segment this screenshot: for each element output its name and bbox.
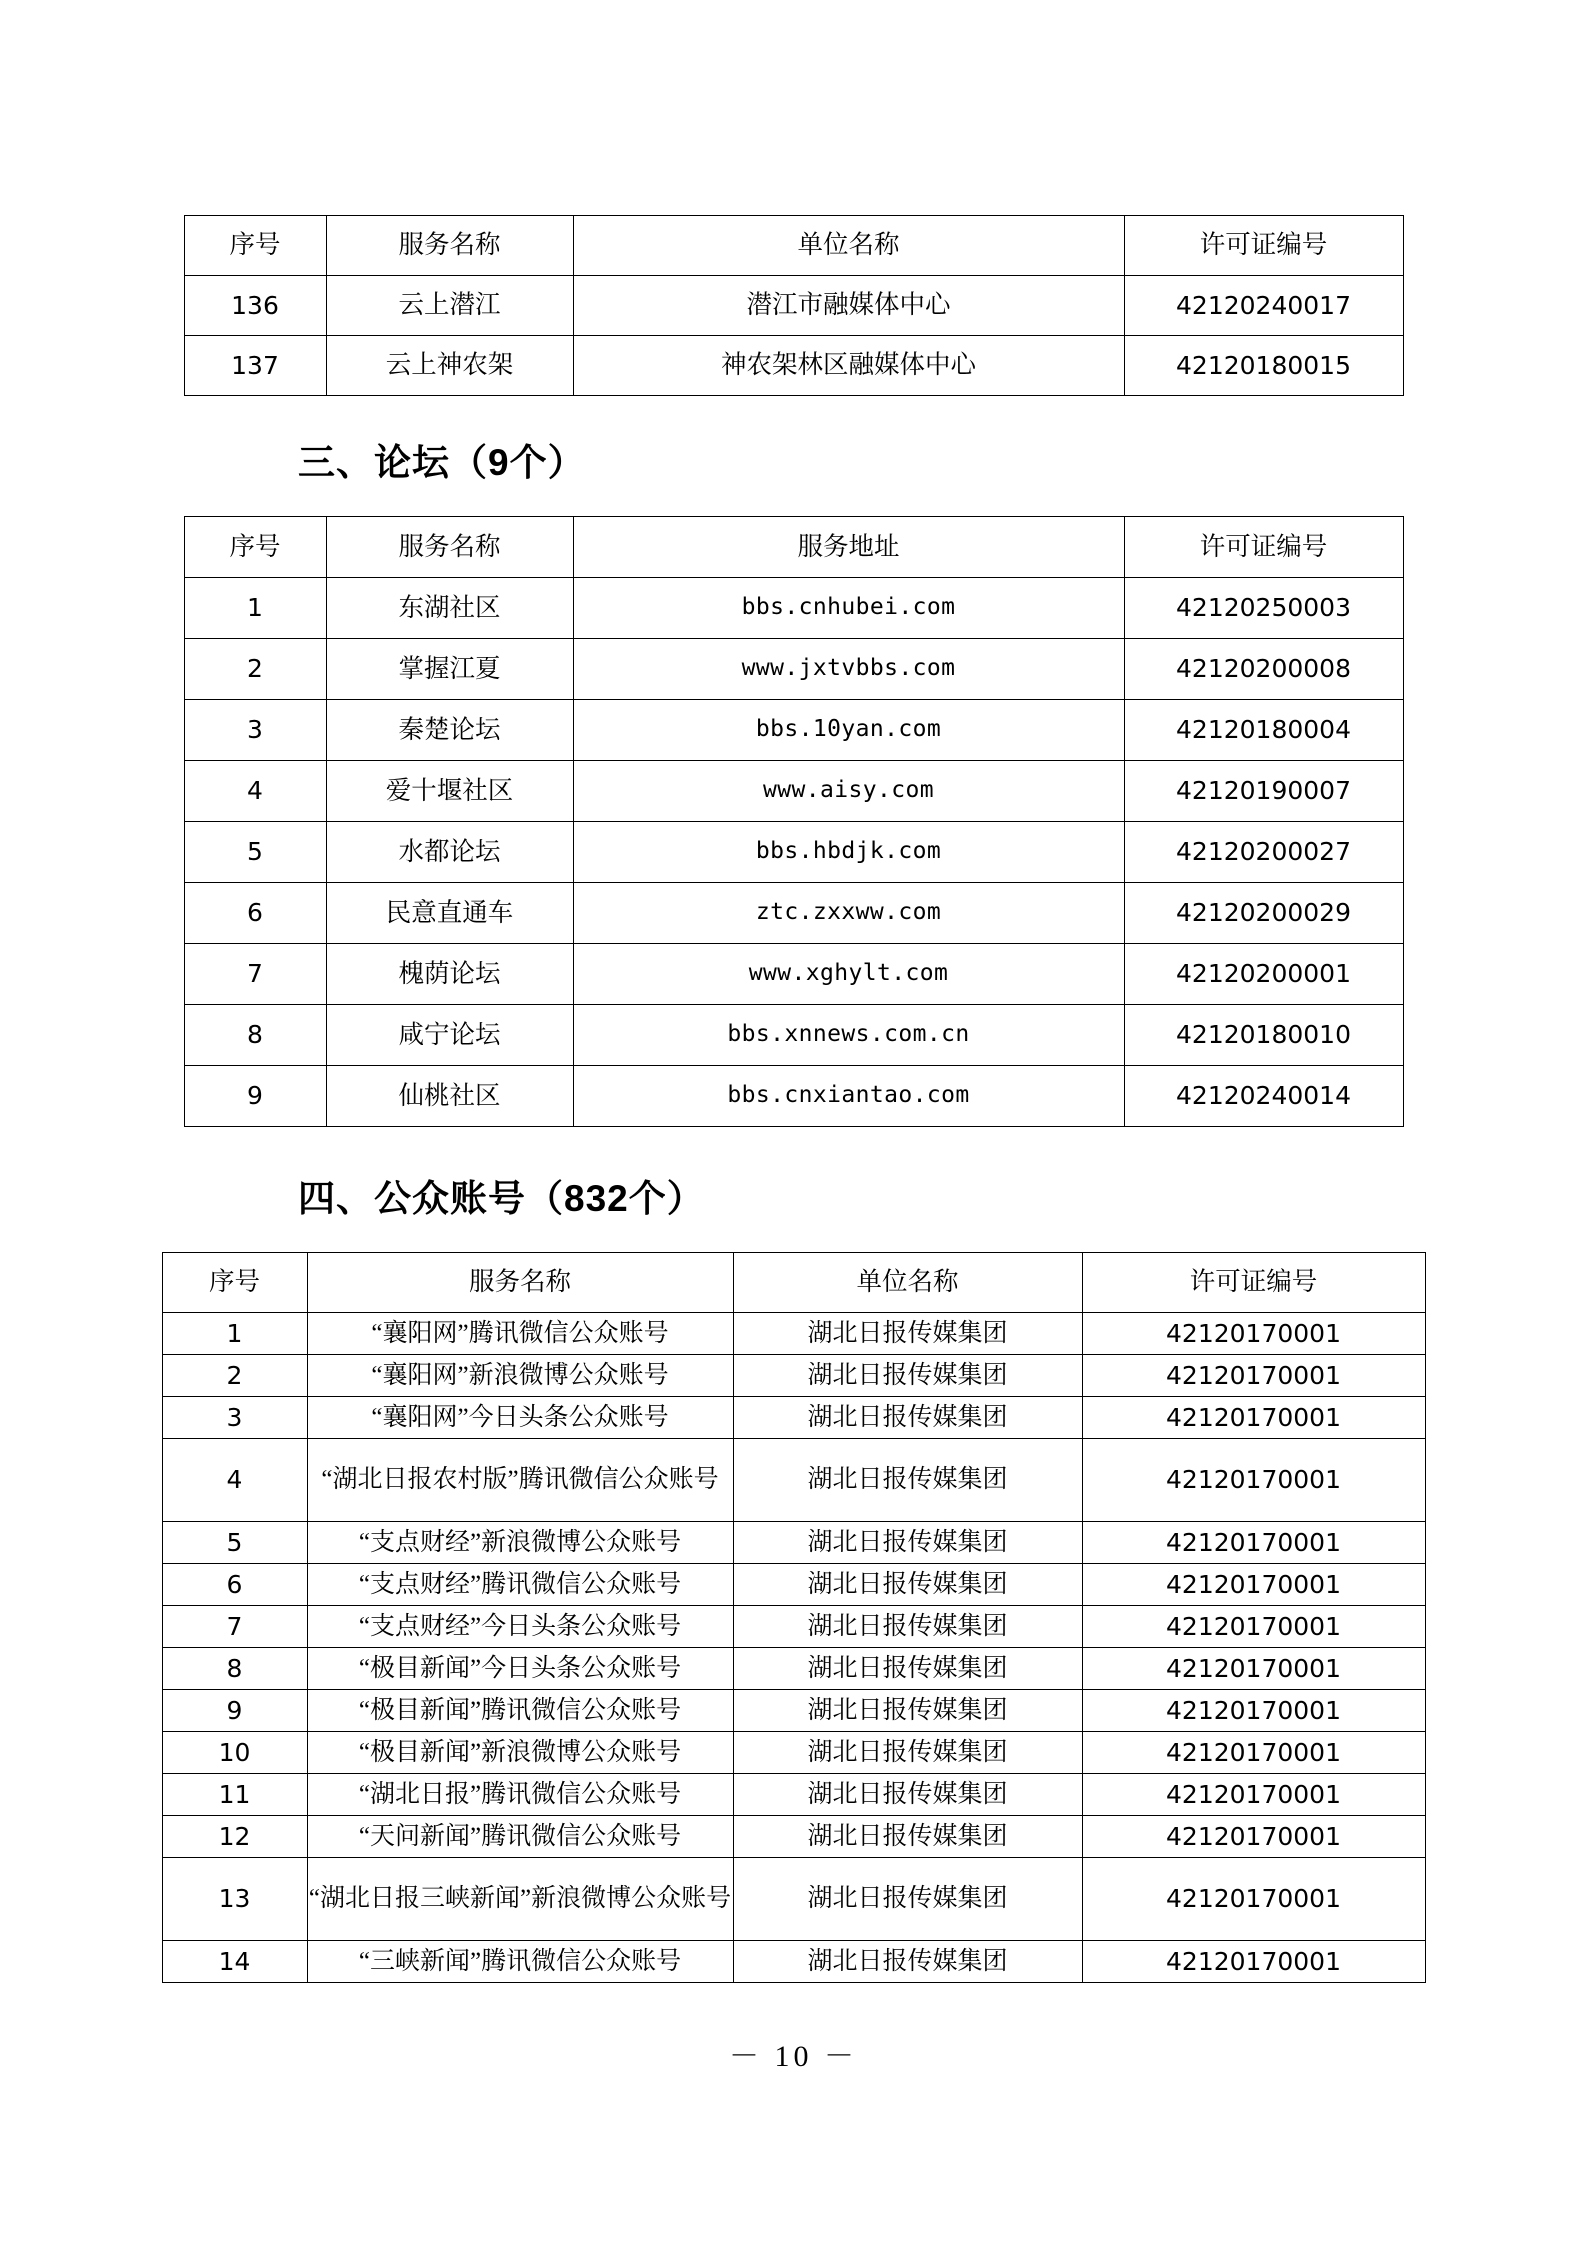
cell-license-number: 42120250003 <box>1124 578 1403 639</box>
cell-license-number: 42120170001 <box>1082 1732 1425 1774</box>
cell-service-name: “三峡新闻”腾讯微信公众账号 <box>307 1941 733 1983</box>
column-header-unit-name: 单位名称 <box>733 1253 1082 1313</box>
cell-service-address: ztc.zxxww.com <box>573 883 1124 944</box>
section-heading-accounts-wrap <box>0 1168 1587 1222</box>
column-header-service-address: 服务地址 <box>573 517 1124 578</box>
cell-service-name: “湖北日报三峡新闻”新浪微博公众账号 <box>307 1858 733 1941</box>
cell-service-name: 云上神农架 <box>326 336 573 396</box>
cell-index: 4 <box>184 761 326 822</box>
cell-index: 2 <box>162 1355 307 1397</box>
column-header-index: 序号 <box>184 216 326 276</box>
table-row <box>184 1066 1403 1127</box>
table-forums <box>184 516 1404 1127</box>
top-margin <box>0 0 1587 215</box>
cell-service-address: bbs.hbdjk.com <box>573 822 1124 883</box>
cell-index: 13 <box>162 1858 307 1941</box>
cell-license-number: 42120240014 <box>1124 1066 1403 1127</box>
table-row <box>184 944 1403 1005</box>
cell-service-name: “支点财经”今日头条公众账号 <box>307 1606 733 1648</box>
table-row <box>184 761 1403 822</box>
table-public-accounts <box>162 1252 1426 1983</box>
cell-unit-name: 湖北日报传媒集团 <box>733 1397 1082 1439</box>
table-row <box>162 1648 1425 1690</box>
cell-index: 3 <box>162 1397 307 1439</box>
table-public-accounts-body <box>162 1253 1425 1983</box>
cell-service-name: 东湖社区 <box>326 578 573 639</box>
cell-license-number: 42120200008 <box>1124 639 1403 700</box>
section-heading-accounts: 四、公众账号（832个） <box>298 1178 705 1219</box>
cell-unit-name: 潜江市融媒体中心 <box>573 276 1124 336</box>
cell-index: 8 <box>162 1648 307 1690</box>
table-row <box>184 700 1403 761</box>
cell-unit-name: 湖北日报传媒集团 <box>733 1313 1082 1355</box>
cell-index: 137 <box>184 336 326 396</box>
cell-index: 9 <box>184 1066 326 1127</box>
cell-license-number: 42120200027 <box>1124 822 1403 883</box>
cell-service-name: “襄阳网”新浪微博公众账号 <box>307 1355 733 1397</box>
table-row <box>162 1313 1425 1355</box>
cell-license-number: 42120170001 <box>1082 1522 1425 1564</box>
cell-unit-name: 湖北日报传媒集团 <box>733 1522 1082 1564</box>
cell-service-address: bbs.cnxiantao.com <box>573 1066 1124 1127</box>
cell-license-number: 42120170001 <box>1082 1941 1425 1983</box>
cell-index: 6 <box>162 1564 307 1606</box>
column-header-license-number: 许可证编号 <box>1124 517 1403 578</box>
cell-index: 7 <box>162 1606 307 1648</box>
section-heading-forums-wrap <box>0 432 1587 486</box>
column-header-unit-name: 单位名称 <box>573 216 1124 276</box>
table-row <box>162 1564 1425 1606</box>
cell-service-name: 仙桃社区 <box>326 1066 573 1127</box>
column-header-license-number: 许可证编号 <box>1082 1253 1425 1313</box>
table-header-row <box>162 1253 1425 1313</box>
table-row <box>162 1941 1425 1983</box>
cell-index: 2 <box>184 639 326 700</box>
table-header-row <box>184 216 1403 276</box>
cell-index: 5 <box>184 822 326 883</box>
cell-license-number: 42120240017 <box>1124 276 1403 336</box>
cell-unit-name: 湖北日报传媒集团 <box>733 1941 1082 1983</box>
table-row <box>162 1606 1425 1648</box>
cell-unit-name: 湖北日报传媒集团 <box>733 1690 1082 1732</box>
table-apps-continued-body <box>184 216 1403 396</box>
cell-license-number: 42120170001 <box>1082 1313 1425 1355</box>
cell-service-address: www.jxtvbbs.com <box>573 639 1124 700</box>
cell-service-name: “极目新闻”腾讯微信公众账号 <box>307 1690 733 1732</box>
cell-index: 5 <box>162 1522 307 1564</box>
cell-license-number: 42120170001 <box>1082 1606 1425 1648</box>
table-row <box>184 276 1403 336</box>
column-header-index: 序号 <box>162 1253 307 1313</box>
cell-index: 1 <box>184 578 326 639</box>
cell-index: 11 <box>162 1774 307 1816</box>
cell-index: 8 <box>184 1005 326 1066</box>
cell-unit-name: 湖北日报传媒集团 <box>733 1858 1082 1941</box>
table-row <box>162 1774 1425 1816</box>
column-header-service-name: 服务名称 <box>326 517 573 578</box>
cell-unit-name: 湖北日报传媒集团 <box>733 1355 1082 1397</box>
cell-license-number: 42120170001 <box>1082 1690 1425 1732</box>
cell-service-name: 民意直通车 <box>326 883 573 944</box>
cell-service-name: “支点财经”腾讯微信公众账号 <box>307 1564 733 1606</box>
cell-license-number: 42120170001 <box>1082 1648 1425 1690</box>
column-header-license-number: 许可证编号 <box>1124 216 1403 276</box>
table-row <box>162 1858 1425 1941</box>
cell-service-name: 水都论坛 <box>326 822 573 883</box>
cell-license-number: 42120170001 <box>1082 1397 1425 1439</box>
cell-service-address: bbs.cnhubei.com <box>573 578 1124 639</box>
cell-service-name: “支点财经”新浪微博公众账号 <box>307 1522 733 1564</box>
cell-service-name: 咸宁论坛 <box>326 1005 573 1066</box>
cell-service-name: “极目新闻”今日头条公众账号 <box>307 1648 733 1690</box>
cell-service-address: bbs.10yan.com <box>573 700 1124 761</box>
cell-index: 136 <box>184 276 326 336</box>
table-apps-continued <box>184 215 1404 396</box>
cell-service-name: 云上潜江 <box>326 276 573 336</box>
cell-unit-name: 神农架林区融媒体中心 <box>573 336 1124 396</box>
cell-index: 4 <box>162 1439 307 1522</box>
table-row <box>184 822 1403 883</box>
cell-unit-name: 湖北日报传媒集团 <box>733 1439 1082 1522</box>
table-row <box>184 639 1403 700</box>
table-row <box>184 578 1403 639</box>
cell-unit-name: 湖北日报传媒集团 <box>733 1816 1082 1858</box>
column-header-index: 序号 <box>184 517 326 578</box>
cell-unit-name: 湖北日报传媒集团 <box>733 1606 1082 1648</box>
cell-index: 10 <box>162 1732 307 1774</box>
cell-service-name: “湖北日报”腾讯微信公众账号 <box>307 1774 733 1816</box>
table-row <box>162 1397 1425 1439</box>
cell-license-number: 42120170001 <box>1082 1355 1425 1397</box>
table-row <box>162 1732 1425 1774</box>
cell-service-address: www.xghylt.com <box>573 944 1124 1005</box>
table-row <box>162 1816 1425 1858</box>
section-heading-forums: 三、论坛（9个） <box>298 442 586 483</box>
page-number-footer: － 10 － <box>729 2040 858 2073</box>
table-header-row <box>184 517 1403 578</box>
table-forums-body <box>184 517 1403 1127</box>
cell-license-number: 42120190007 <box>1124 761 1403 822</box>
column-header-service-name: 服务名称 <box>326 216 573 276</box>
table-row <box>184 336 1403 396</box>
cell-unit-name: 湖北日报传媒集团 <box>733 1648 1082 1690</box>
cell-service-name: 秦楚论坛 <box>326 700 573 761</box>
cell-unit-name: 湖北日报传媒集团 <box>733 1732 1082 1774</box>
cell-service-name: “天问新闻”腾讯微信公众账号 <box>307 1816 733 1858</box>
cell-index: 1 <box>162 1313 307 1355</box>
cell-index: 9 <box>162 1690 307 1732</box>
column-header-service-name: 服务名称 <box>307 1253 733 1313</box>
cell-license-number: 42120170001 <box>1082 1774 1425 1816</box>
cell-service-name: 掌握江夏 <box>326 639 573 700</box>
cell-license-number: 42120180010 <box>1124 1005 1403 1066</box>
cell-unit-name: 湖北日报传媒集团 <box>733 1774 1082 1816</box>
cell-service-name: “襄阳网”腾讯微信公众账号 <box>307 1313 733 1355</box>
table-row <box>162 1690 1425 1732</box>
cell-license-number: 42120170001 <box>1082 1564 1425 1606</box>
table-row <box>162 1355 1425 1397</box>
table-row <box>184 883 1403 944</box>
cell-license-number: 42120200001 <box>1124 944 1403 1005</box>
cell-service-name: “极目新闻”新浪微博公众账号 <box>307 1732 733 1774</box>
table-row <box>162 1522 1425 1564</box>
table-row <box>184 1005 1403 1066</box>
cell-service-address: bbs.xnnews.com.cn <box>573 1005 1124 1066</box>
cell-service-name: 槐荫论坛 <box>326 944 573 1005</box>
cell-index: 7 <box>184 944 326 1005</box>
cell-license-number: 42120180004 <box>1124 700 1403 761</box>
cell-index: 6 <box>184 883 326 944</box>
cell-service-name: “湖北日报农村版”腾讯微信公众账号 <box>307 1439 733 1522</box>
cell-license-number: 42120180015 <box>1124 336 1403 396</box>
cell-index: 3 <box>184 700 326 761</box>
cell-license-number: 42120200029 <box>1124 883 1403 944</box>
cell-service-name: “襄阳网”今日头条公众账号 <box>307 1397 733 1439</box>
cell-service-address: www.aisy.com <box>573 761 1124 822</box>
cell-index: 12 <box>162 1816 307 1858</box>
cell-license-number: 42120170001 <box>1082 1439 1425 1522</box>
cell-unit-name: 湖北日报传媒集团 <box>733 1564 1082 1606</box>
table-row <box>162 1439 1425 1522</box>
cell-service-name: 爱十堰社区 <box>326 761 573 822</box>
cell-license-number: 42120170001 <box>1082 1816 1425 1858</box>
cell-license-number: 42120170001 <box>1082 1858 1425 1941</box>
cell-index: 14 <box>162 1941 307 1983</box>
